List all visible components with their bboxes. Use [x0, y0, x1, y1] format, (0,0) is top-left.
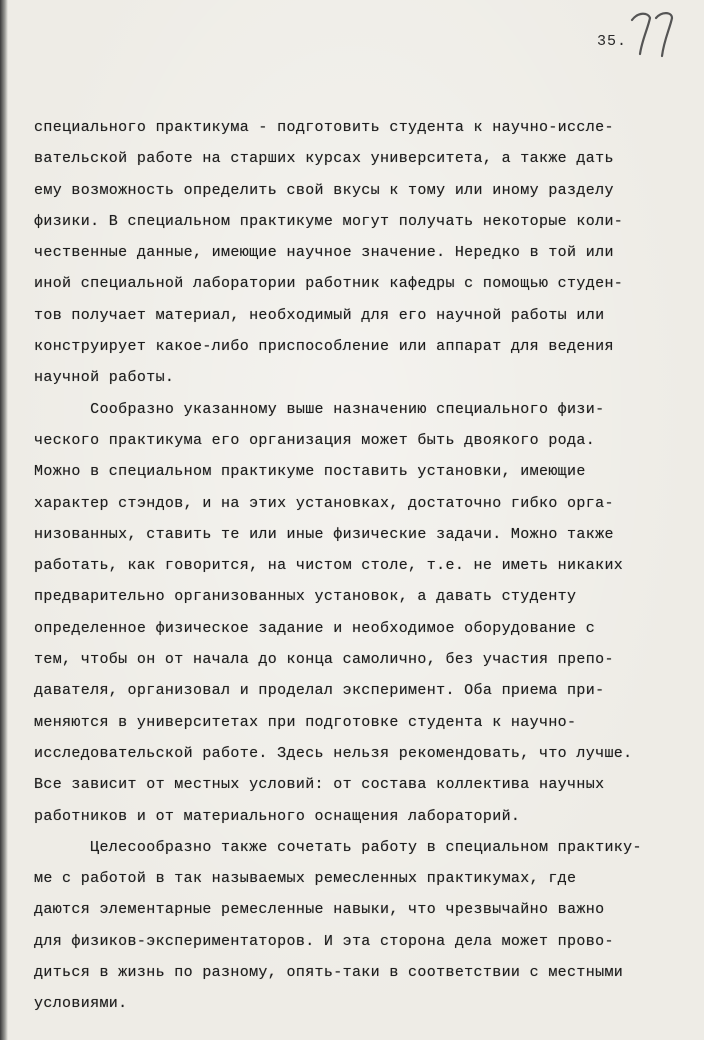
- text-line: ческого практикума его организация может быть двоякого рода.: [34, 431, 596, 449]
- text-line: работать, как говорится, на чистом столе, т.е. не иметь никаких: [34, 557, 624, 575]
- text-line: определенное физическое задание и необходимое оборудование с: [34, 619, 596, 637]
- text-line: научной работы.: [34, 369, 175, 387]
- body-text: [34, 112, 698, 1020]
- text-line: тем, чтобы он от начала до конца самолично, без участия препо-: [34, 651, 614, 669]
- text-line: предварительно организованных установок, а давать студенту: [34, 588, 577, 606]
- text-line: Можно в специальном практикуме поставить установки, имеющие: [34, 463, 586, 481]
- text-line: специального практикума - подготовить студента к научно-иссле-: [34, 119, 614, 136]
- text-line: конструирует какое-либо приспособление или аппарат для ведения: [34, 338, 614, 356]
- scan-edge-shadow: [0, 0, 8, 1040]
- text-line: вательской работе на старших курсах университета, а также дать: [34, 150, 614, 168]
- text-line: ему возможность определить свой вкусы к тому или иному разделу: [34, 181, 614, 199]
- text-line: низованных, ставить те или иные физические задачи. Можно также: [34, 525, 614, 543]
- text-line: исследовательской работе. Здесь нельзя рекомендовать, что лучше.: [34, 744, 633, 762]
- text-line: работников и от материального оснащения лабораторий.: [34, 807, 521, 825]
- text-line: ме с работой в так называемых ремесленных практикумах, где: [34, 870, 577, 888]
- text-line: меняются в университетах при подготовке студента к научно-: [34, 713, 577, 731]
- text-line: Сообразно указанному выше назначению специального физи-: [34, 400, 605, 418]
- text-line: Целесообразно также сочетать работу в специальном практику-: [34, 838, 642, 856]
- text-line: характер стэндов, и на этих установках, достаточно гибко орга-: [34, 494, 614, 512]
- text-line: давателя, организовал и проделал эксперимент. Оба приема при-: [34, 682, 605, 700]
- text-line: иной специальной лаборатории работник кафедры с помощью студен-: [34, 275, 624, 293]
- text-line: физики. В специальном практикуме могут получать некоторые коли-: [34, 212, 624, 230]
- text-line: тов получает материал, необходимый для его научной работы или: [34, 306, 605, 324]
- text-line: для физиков-экспериментаторов. И эта сторона дела может прово-: [34, 932, 614, 950]
- text-line: чественные данные, имеющие научное значение. Нередко в той или: [34, 244, 614, 262]
- text-line: диться в жизнь по разному, опять-таки в соответствии с местными: [34, 964, 624, 982]
- text-line: Все зависит от местных условий: от состава коллектива научных: [34, 776, 605, 794]
- text-line: условиями.: [34, 995, 128, 1013]
- page-number: 35.: [597, 33, 628, 50]
- handwritten-folio-mark: [628, 6, 688, 58]
- text-line: даются элементарные ремесленные навыки, что чрезвычайно важно: [34, 901, 605, 919]
